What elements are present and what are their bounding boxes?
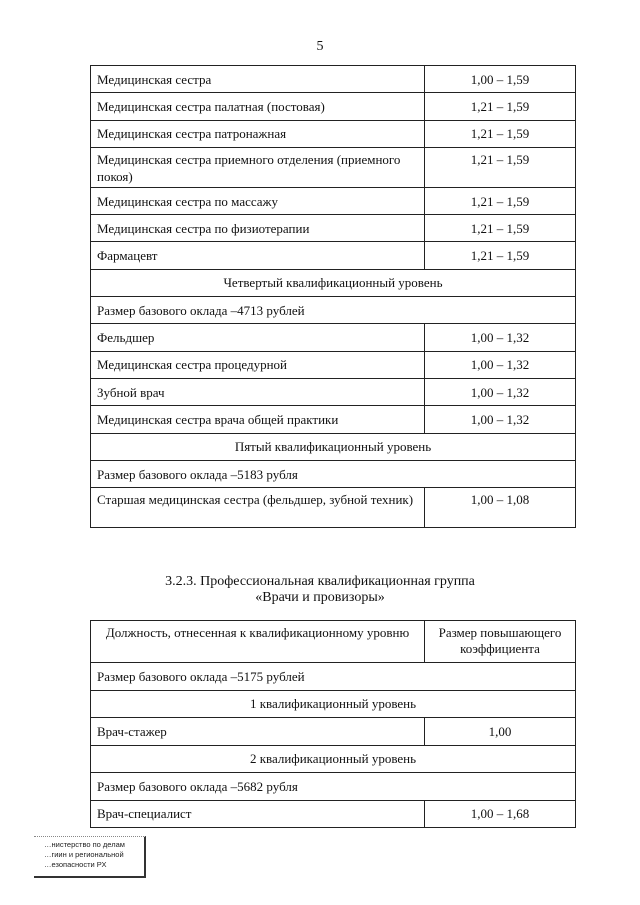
base-salary: Размер базового оклада –5175 рублей <box>91 663 576 691</box>
table-row <box>91 120 576 147</box>
qualification-level-heading: Четвертый квалификационный уровень <box>91 269 576 296</box>
level-row <box>91 690 576 718</box>
table-row <box>91 147 576 187</box>
table-row <box>91 66 576 93</box>
position-name: Медицинская сестра палатная (постовая) <box>91 93 425 120</box>
coefficient-value: 1,00 – 1,32 <box>425 378 576 405</box>
base-salary: Размер базового оклада –4713 рублей <box>91 297 576 324</box>
coefficient-value: 1,21 – 1,59 <box>425 187 576 214</box>
coefficient-value: 1,21 – 1,59 <box>425 147 576 187</box>
positions-table-2 <box>90 620 576 828</box>
position-name: Медицинская сестра процедурной <box>91 351 425 378</box>
stamp-line: …нистерство по делам <box>44 840 125 849</box>
qualification-level-heading: 2 квалификационный уровень <box>91 745 576 773</box>
position-name: Фельдшер <box>91 324 425 351</box>
position-name: Медицинская сестра <box>91 66 425 93</box>
salary-row <box>91 773 576 801</box>
level-row <box>91 269 576 296</box>
base-salary: Размер базового оклада –5183 рубля <box>91 460 576 487</box>
table-row <box>91 718 576 746</box>
registration-stamp <box>34 836 146 878</box>
coefficient-value: 1,21 – 1,59 <box>425 93 576 120</box>
position-name: Медицинская сестра врача общей практики <box>91 406 425 433</box>
salary-row <box>91 460 576 487</box>
position-name: Врач-специалист <box>91 800 425 828</box>
qualification-level-heading: 1 квалификационный уровень <box>91 690 576 718</box>
coefficient-value: 1,21 – 1,59 <box>425 215 576 242</box>
section-heading-line2: «Врачи и провизоры» <box>255 590 385 605</box>
level-row <box>91 745 576 773</box>
position-name: Медицинская сестра приемного отделения (приемного покоя) <box>91 147 425 187</box>
table-row <box>91 187 576 214</box>
table-row <box>91 324 576 351</box>
base-salary: Размер базового оклада –5682 рубля <box>91 773 576 801</box>
section-heading-line1: 3.2.3. Профессиональная квалификационная группа <box>165 574 475 589</box>
coefficient-value: 1,00 – 1,32 <box>425 351 576 378</box>
position-name: Зубной врач <box>91 378 425 405</box>
table-row <box>91 800 576 828</box>
level-row <box>91 433 576 460</box>
positions-table-1 <box>90 65 576 528</box>
table-row <box>91 488 576 528</box>
table-row <box>91 351 576 378</box>
table-row <box>91 215 576 242</box>
position-name: Медицинская сестра по массажу <box>91 187 425 214</box>
table-row <box>91 93 576 120</box>
position-name: Фармацевт <box>91 242 425 269</box>
header-coefficient: Размер повышающего коэффициента <box>425 621 576 663</box>
header-position: Должность, отнесенная к квалификационному уровню <box>91 621 425 663</box>
coefficient-value: 1,00 – 1,59 <box>425 66 576 93</box>
page-number: 5 <box>316 39 324 54</box>
table-row <box>91 378 576 405</box>
position-name: Медицинская сестра по физиотерапии <box>91 215 425 242</box>
coefficient-value: 1,00 – 1,08 <box>425 488 576 528</box>
table-header-row <box>91 621 576 663</box>
stamp-line: …езопасности РХ <box>44 860 107 869</box>
coefficient-value: 1,00 – 1,32 <box>425 324 576 351</box>
salary-row <box>91 297 576 324</box>
table-row <box>91 242 576 269</box>
coefficient-value: 1,00 – 1,32 <box>425 406 576 433</box>
position-name: Старшая медицинская сестра (фельдшер, зубной техник) <box>91 488 425 528</box>
salary-row <box>91 663 576 691</box>
position-name: Медицинская сестра патронажная <box>91 120 425 147</box>
qualification-level-heading: Пятый квалификационный уровень <box>91 433 576 460</box>
position-name: Врач-стажер <box>91 718 425 746</box>
coefficient-value: 1,21 – 1,59 <box>425 242 576 269</box>
coefficient-value: 1,00 <box>425 718 576 746</box>
coefficient-value: 1,00 – 1,68 <box>425 800 576 828</box>
table-row <box>91 406 576 433</box>
coefficient-value: 1,21 – 1,59 <box>425 120 576 147</box>
stamp-line: …гиин и региональной <box>44 850 124 859</box>
